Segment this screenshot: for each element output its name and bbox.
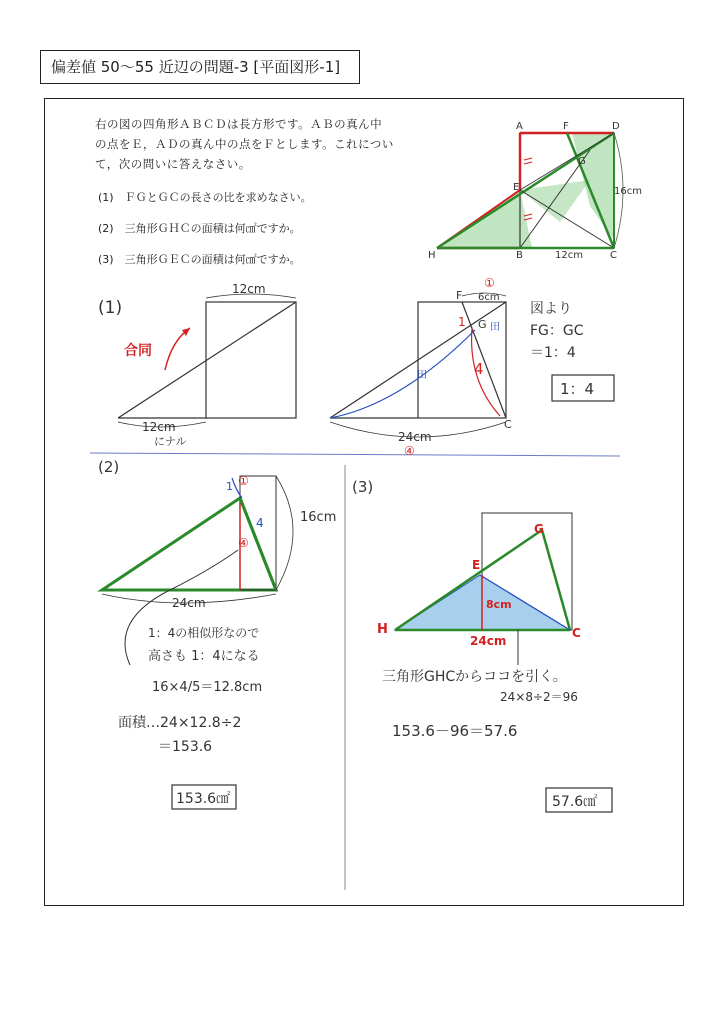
problem-line-1: 右の図の四角形ＡＢＣＤは長方形です。ＡＢの真ん中 [95, 117, 383, 131]
part1-gouhou: 合同 [124, 343, 152, 359]
label-f: F [563, 121, 569, 132]
part3-e: E [472, 558, 481, 572]
label-a: A [516, 121, 523, 132]
problem-line-2: の点をＥ，ＡＤの真ん中の点をＦとします。これについ [95, 137, 394, 151]
part1-note2: FG：GC [530, 323, 584, 339]
part1-square-mark: 田 [417, 370, 427, 381]
label-c: C [610, 250, 617, 261]
part3-label: (3) [352, 478, 374, 496]
part3-8cm: 8cm [486, 598, 512, 611]
part1-answer: 1：4 [560, 380, 595, 398]
label-b: B [516, 250, 523, 261]
label-d: D [612, 121, 620, 132]
part3-h: H [377, 622, 388, 637]
part1-note3: ＝1：4 [530, 345, 576, 361]
part1-g: G [478, 318, 487, 331]
label-e: E [513, 182, 520, 193]
label-h: H [428, 250, 436, 261]
label-g: G [578, 156, 586, 167]
part1-mark1: ① [484, 276, 495, 290]
main-figure [437, 133, 623, 248]
part3-c: C [572, 626, 581, 640]
part1-top-len: 12cm [232, 282, 266, 296]
part2-exp3: 16×4/5＝12.8cm [152, 680, 263, 695]
part1-mark4: ④ [404, 444, 415, 458]
part2-area1: 面積…24×12.8÷2 [118, 715, 242, 731]
part1-ratio1: 1 [458, 315, 466, 329]
part2-mark1: ① [238, 474, 249, 488]
part1-bottom-len2: にナル [154, 435, 187, 448]
part2-exp2: 高さも 1：4になる [148, 649, 260, 664]
label-16cm: 16cm [614, 186, 642, 197]
part3-24cm: 24cm [470, 634, 507, 648]
question-2: (2) 三角形ＧＨＣの面積は何㎠ですか。 [98, 222, 301, 235]
part1-label: (1) [98, 298, 123, 318]
part2-mark4: ④ [238, 536, 249, 550]
question-1: (1) ＦＧとＧＣの長さの比を求めなさい。 [98, 191, 312, 204]
question-3: (3) 三角形ＧＥＣの面積は何㎠ですか。 [98, 253, 301, 266]
separator-horizontal [90, 453, 620, 456]
part2-area2: ＝153.6 [158, 739, 213, 755]
part1-ratio4: 4 [474, 360, 484, 378]
part2-label: (2) [98, 458, 120, 476]
part2-exp1: 1：4の相似形なので [148, 626, 260, 640]
label-12cm: 12cm [555, 250, 583, 261]
part1-square-mark-small: 田 [490, 322, 500, 333]
part3-exp1: 三角形GHCからココを引く。 [382, 669, 567, 685]
part1-f: F [456, 289, 463, 302]
part3-exp2: 24×8÷2＝96 [500, 690, 578, 704]
problem-line-3: て，次の問いに答えなさい。 [95, 157, 251, 171]
part1-c: C [504, 418, 512, 431]
part2-answer: 153.6㎠ [176, 791, 231, 807]
part1-left-sketch [118, 294, 296, 427]
part2-one: 1 [226, 480, 233, 493]
part2-four: 4 [256, 516, 264, 530]
page-title: 偏差値 50～55 近辺の問題-3 [平面図形-1] [40, 50, 360, 84]
part1-6cm: 6cm [478, 292, 500, 303]
part3-g: G [534, 522, 544, 536]
part3-answer: 57.6㎠ [552, 794, 598, 810]
part2-16cm: 16cm [300, 510, 337, 525]
part2-24cm: 24cm [172, 596, 206, 610]
part1-note1: 図より [530, 301, 572, 317]
part1-24cm: 24cm [398, 430, 432, 444]
part1-bottom-len: 12cm [142, 420, 176, 434]
part3-calc: 153.6－96＝57.6 [392, 722, 518, 740]
